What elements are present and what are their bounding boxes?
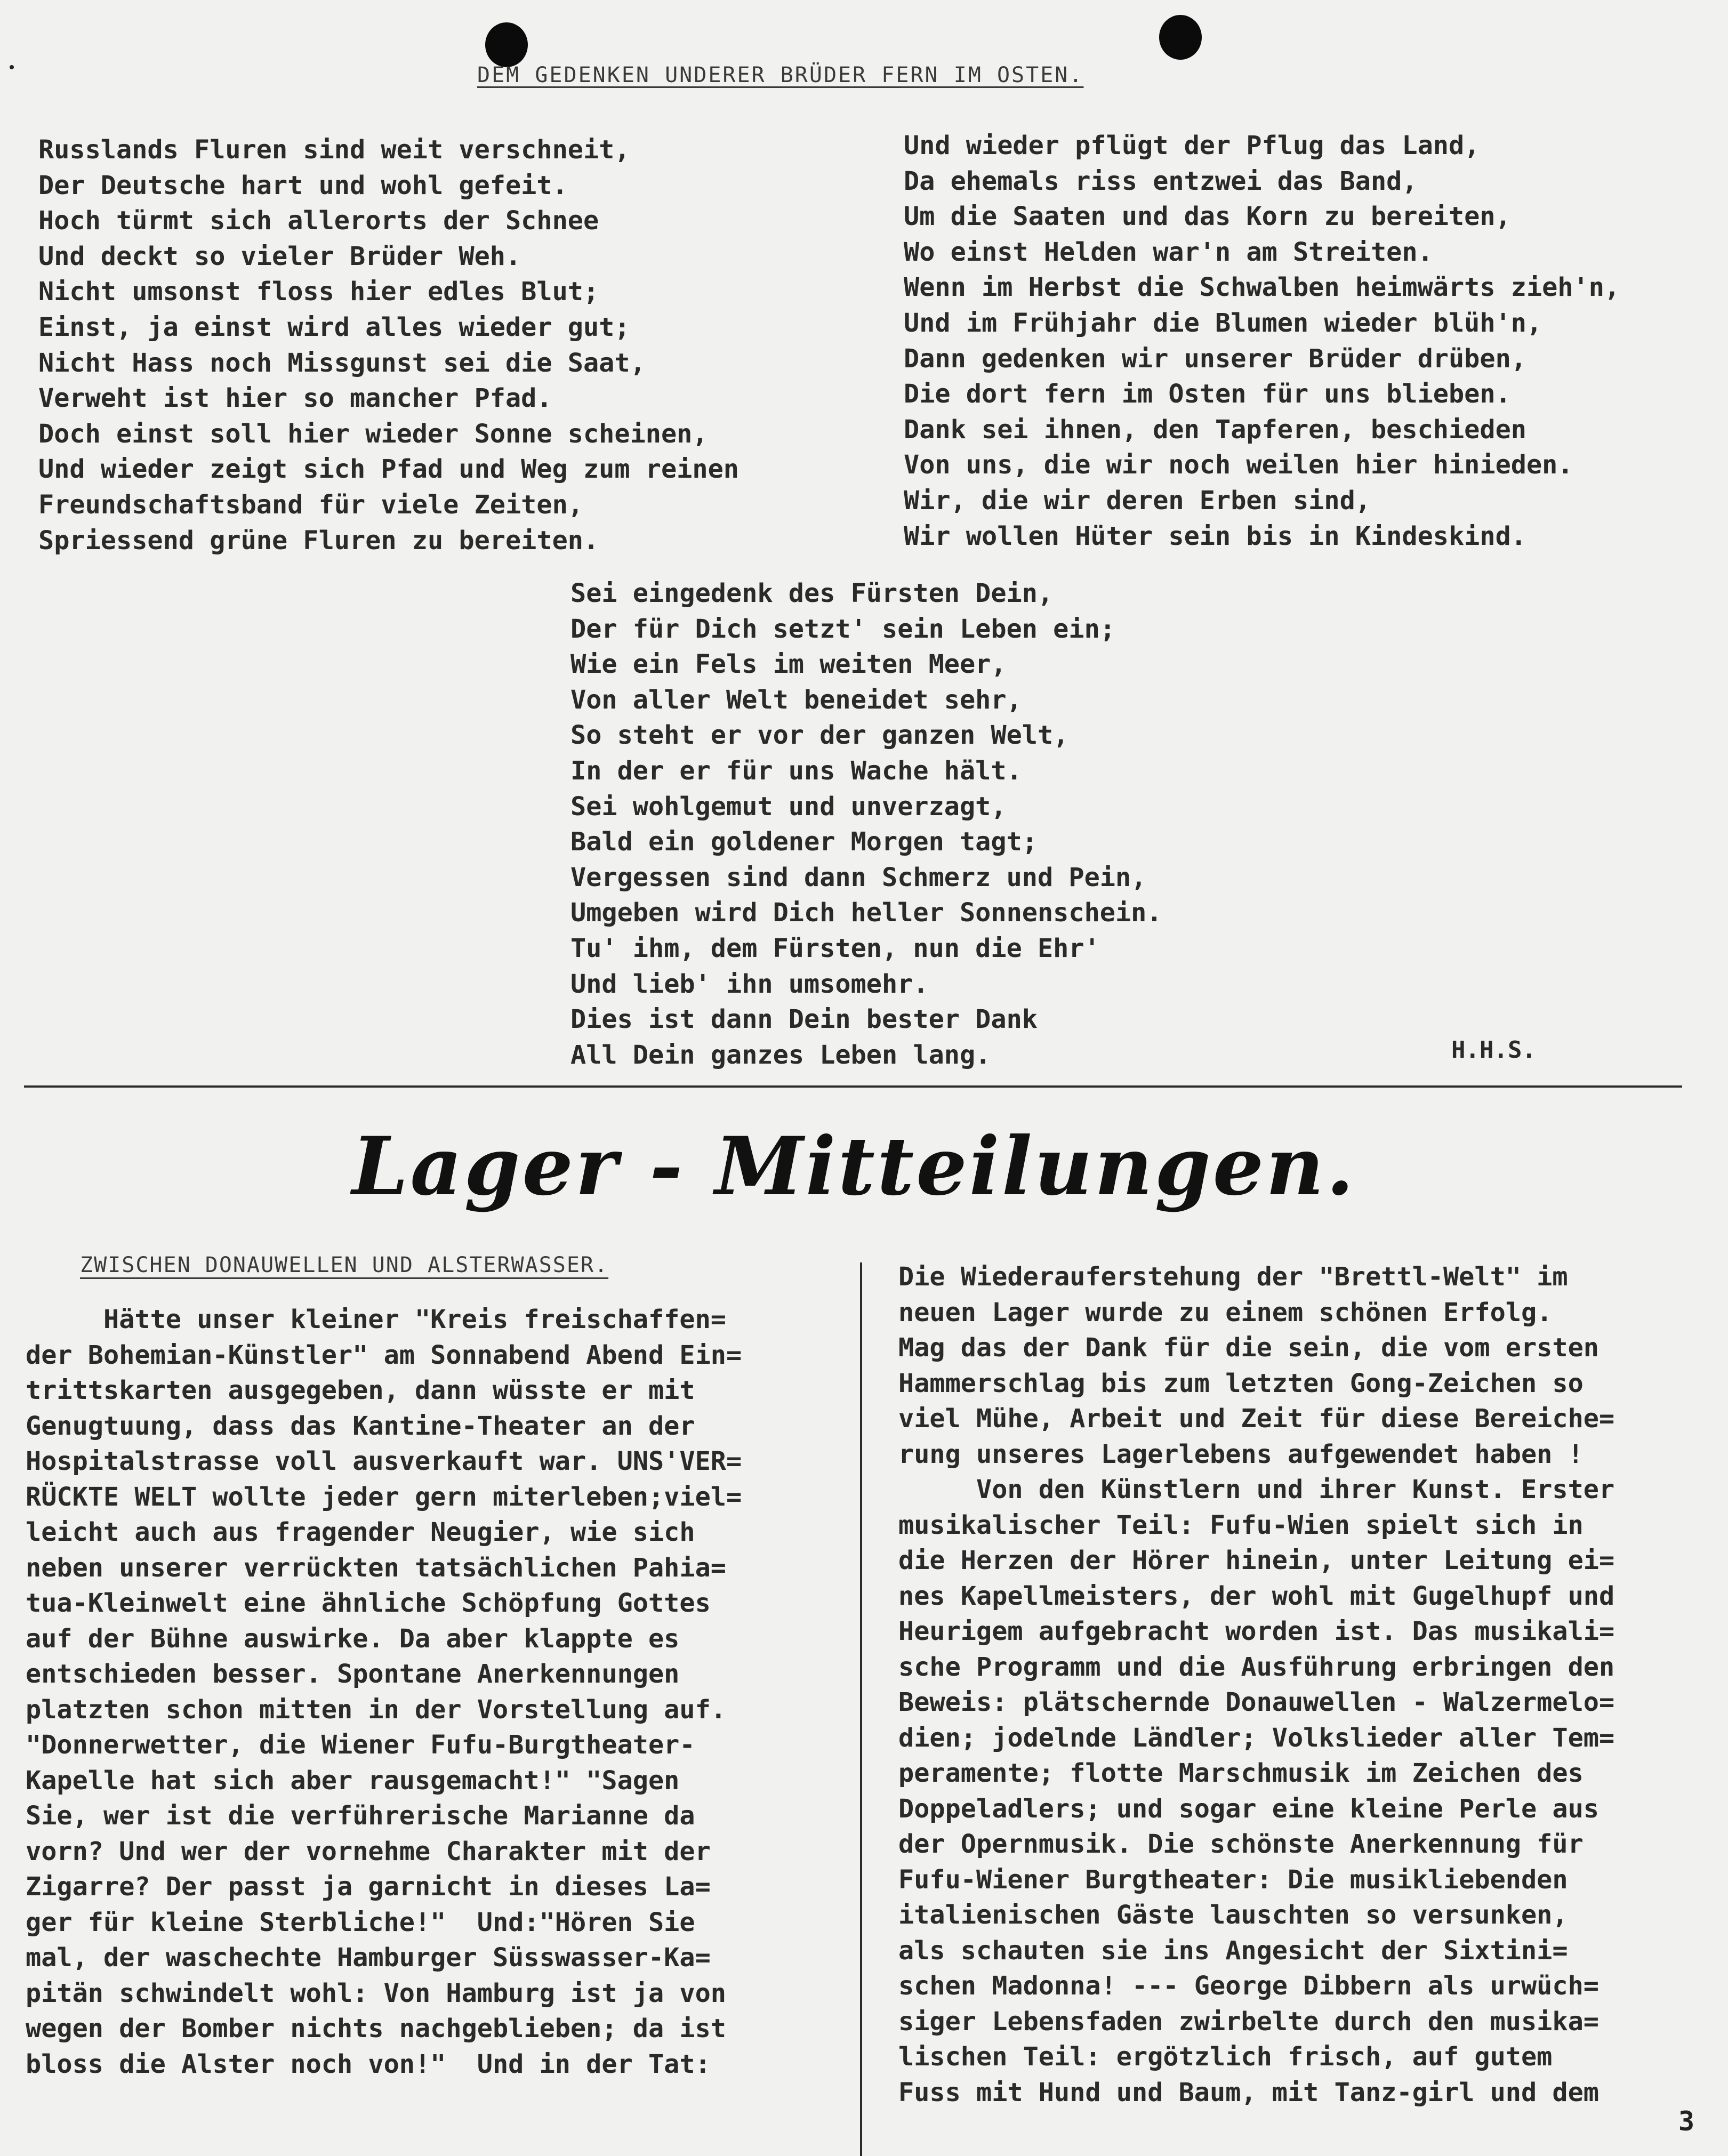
poem-right-column: Und wieder pflügt der Pflug das Land, Da ehemals riss entzwei das Band, Um die Saaten und das Korn zu bereiten, Wo einst Helden war'n am Streiten. Wenn im Herbst die Schwalben heimwärts zieh'n, Und im Frühjahr die Blumen wieder blüh'n, Dann gedenken wir unserer Brüder drüben, Die dort fern im Osten für uns blieben. Dank sei ihnen, den Tapferen, beschieden Von uns, die wir noch weilen hier hinieden. Wir, die wir deren Erben sind, Wir wollen Hüter sein bis in Kindeskind. [904,131,1620,551]
poem-left-column: Russlands Fluren sind weit verschneit, Der Deutsche hart und wohl gefeit. Hoch türmt sich allerorts der Schnee Und deckt so vieler Brüder Weh. Nicht umsonst floss hier edles Blut; Einst, ja einst wird alles wieder gut; Nicht Hass noch Missgunst sei die Saat, Verweht ist hier so mancher Pfad. Doch einst soll hier wieder Sonne scheinen, Und wieder zeigt sich Pfad und Weg zum reinen Freundschaftsband für viele Zeiten, Spriessend grüne Fluren zu bereiten. [38,135,739,556]
punch-hole-left [485,22,528,67]
page-number: 3 [1678,2106,1695,2137]
article-right-column: Die Wiederauferstehung der "Brettl-Welt" im neuen Lager wurde zu einem schönen Erfolg. Mag das der Dank für die sein, die vom ersten Hammerschlag bis zum letzten Gong-Zeichen so viel Mühe, Arbeit und Zeit für diese Bereiche= rung unseres Lagerlebens aufgewendet haben ! Von den Künstlern und ihrer Kunst. Erster musikalischer Teil: Fufu-Wien spielt sich in die Herzen der Hörer hinein, unter Leitung ei= nes Kapellmeisters, der wohl mit Gugelhupf und Heurigem aufgebracht worden ist. Das musikali= sche Programm und die Ausführung erbringen den Beweis: plätschernde Donauwellen - Walzermelo= dien; jodelnde Ländler; Volkslieder aller Tem= peramente; flotte Marschmusik im Zeichen des Doppeladlers; und sogar eine kleine Perle aus der Opernmusik. Die schönste Anerkennung für Fufu-Wiener Burgtheater: Die musikliebenden italienischen Gäste lauschten so versunken, als schauten sie ins Angesicht der Sixtini= schen Madonna! --- George Dibbern als urwüch= siger Lebensfaden zwirbelte durch den musika= lischen Teil: ergötzlich frisch, auf gutem Fuss mit Hund und Baum, mit Tanz-girl und dem [898,1262,1615,2107]
section-divider [24,1085,1682,1088]
section-heading: Lager - Mitteilungen. [352,1120,1356,1213]
poem-title: DEM GEDENKEN UNDERER BRÜDER FERN IM OSTEN. [477,63,1084,87]
article-subheading: ZWISCHEN DONAUWELLEN UND ALSTERWASSER. [80,1253,609,1277]
punch-hole-right [1159,15,1202,60]
article-left-column: Hätte unser kleiner "Kreis freischaffen= der Bohemian-Künstler" am Sonnabend Abend Ein= trittskarten ausgegeben, dann wüsste er mit Genugtuung, dass das Kantine-Theater an der Hospitalstrasse voll ausverkauft war. UNS'VER= RÜCKTE WELT wollte jeder gern miterleben;viel= leicht auch aus fragender Neugier, wie sich neben unserer verrückten tatsächlichen Pahia= tua-Kleinwelt eine ähnliche Schöpfung Gottes auf der Bühne auswirke. Da aber klappte es entschieden besser. Spontane Anerkennungen platzten schon mitten in der Vorstellung auf. "Donnerwetter, die Wiener Fufu-Burgtheater- Kapelle hat sich aber rausgemacht!" "Sagen Sie, wer ist die verführerische Marianne da vorn? Und wer der vornehme Charakter mit der Zigarre? Der passt ja garnicht in dieses La= ger für kleine Sterbliche!" Und:"Hören Sie mal, der waschechte Hamburger Süsswasser-Ka= pitän schwindelt wohl: Von Hamburg ist ja von wegen der Bomber nichts nachgeblieben; da ist bloss die Alster noch von!" Und in der Tat: [26,1305,742,2079]
poem-center-stanza: Sei eingedenk des Fürsten Dein, Der für Dich setzt' sein Leben ein; Wie ein Fels im weiten Meer, Von aller Welt beneidet sehr, So steht er vor der ganzen Welt, In der er für uns Wache hält. Sei wohlgemut und unverzagt, Bald ein goldener Morgen tagt; Vergessen sind dann Schmerz und Pein, Umgeben wird Dich heller Sonnenschein. Tu' ihm, dem Fürsten, nun die Ehr' Und lieb' ihn umsomehr. Dies ist dann Dein bester Dank All Dein ganzes Leben lang. [570,578,1162,1070]
column-divider [860,1262,862,2156]
poem-signature: H.H.S. [1451,1036,1536,1064]
ink-speck [10,65,14,69]
